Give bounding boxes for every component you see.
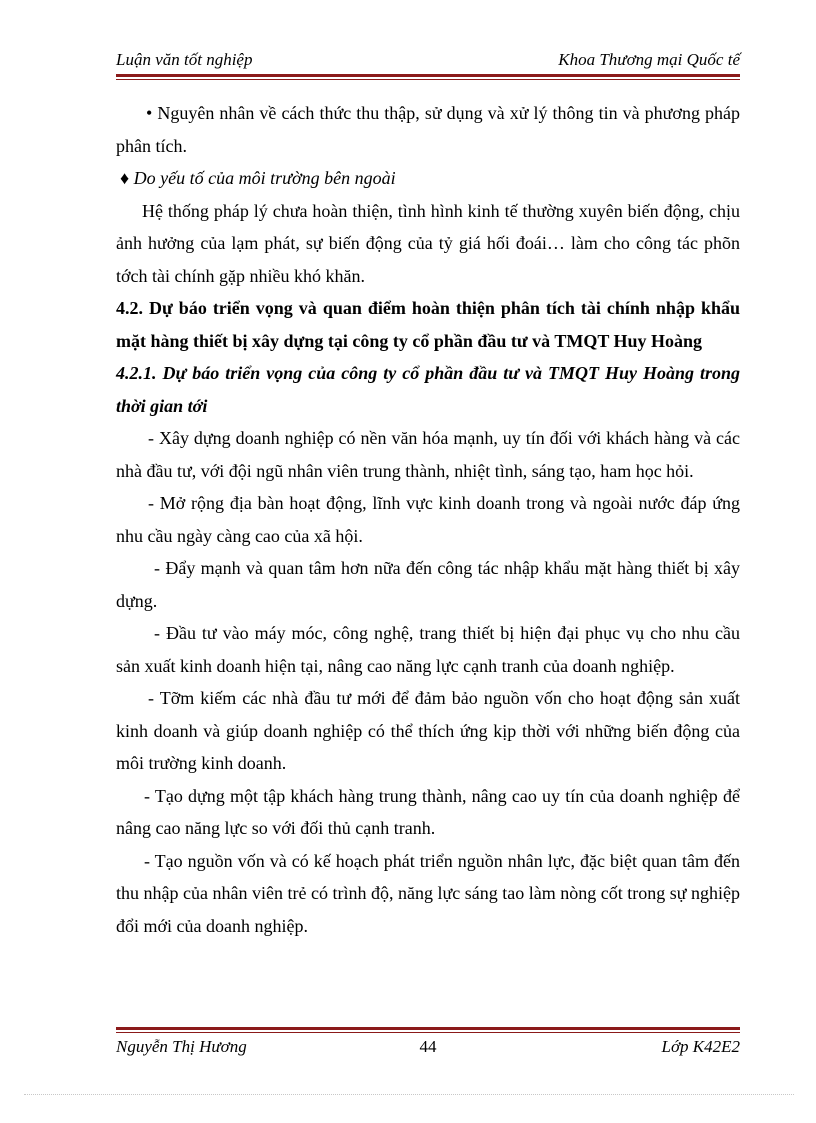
header-thesis-label: Luận văn tốt nghiệp (116, 50, 253, 69)
footer-author: Nguyễn Thị Hương (116, 1037, 247, 1056)
page-header (116, 50, 740, 72)
page-footer (116, 1036, 740, 1058)
footer-rule-thin (116, 1032, 740, 1033)
header-rule-thick (116, 74, 740, 77)
footer-class: Lớp K42E2 (661, 1037, 740, 1056)
page-bottom-dotted-line (24, 1094, 794, 1095)
bullet-loyal-customers: - Tạo dựng một tập khách hàng trung thành, nâng cao uy tín của doanh nghiệp để nâng cao năng lực so với đối thủ cạnh tranh. (116, 785, 740, 838)
bullet-human-resources: - Tạo nguồn vốn và có kế hoạch phát triển nguồn nhân lực, đặc biệt quan tâm đến thu nhập của nhân viên trẻ có trình độ, năng lực sáng tao làm nòng cốt trong sự nghiệp đổi mới của doanh nghiệp. (116, 850, 740, 936)
bullet-find-investors: - Tỡm kiếm các nhà đầu tư mới để đảm bảo nguồn vốn cho hoạt động sản xuất kinh doanh và giúp doanh nghiệp có thể thích ứng kịp thời với những biến động của môi trường kinh doanh. (116, 688, 740, 773)
bullet-expand: - Mở rộng địa bàn hoạt động, lĩnh vực kinh doanh trong và ngoài nước đáp ứng nhu cầu ngày càng cao của xã hội. (116, 493, 740, 546)
paragraph-legal-system: Hệ thống pháp lý chưa hoàn thiện, tình hình kinh tế thường xuyên biến động, chịu ảnh hưởng của lạm phát, sự biến động của tỷ giá hối đoái… làm cho công tác phõn tớch tài chính gặp nhiều khó khăn. (116, 200, 740, 286)
page-number: 44 (419, 1037, 437, 1056)
page-body (116, 97, 740, 942)
header-rule-thin (116, 79, 740, 80)
section-heading-4-2: 4.2. Dự báo triển vọng và quan điểm hoàn thiện phân tích tài chính nhập khẩu mặt hàng thiết bị xây dựng tại công ty cổ phần đầu tư và TMQT Huy Hoàng (116, 298, 740, 351)
header-faculty-label: Khoa Thương mại Quốc tế (558, 50, 740, 69)
footer-rule-thick (116, 1027, 740, 1030)
bullet-invest-technology: - Đầu tư vào máy móc, công nghệ, trang thiết bị hiện đại phục vụ cho nhu cầu sản xuất kinh doanh hiện tại, nâng cao năng lực cạnh tranh của doanh nghiệp. (116, 623, 740, 676)
bullet-culture: - Xây dựng doanh nghiệp có nền văn hóa mạnh, uy tín đối với khách hàng và các nhà đầu tư, với đội ngũ nhân viên trung thành, nhiệt tình, sáng tạo, ham học hỏi. (116, 428, 740, 481)
bullet-import: - Đẩy mạnh và quan tâm hơn nữa đến công tác nhập khẩu mặt hàng thiết bị xây dựng. (116, 558, 740, 611)
paragraph-cause-information: • Nguyên nhân về cách thức thu thập, sử dụng và xử lý thông tin và phương pháp phân tích. (116, 103, 740, 156)
subheading-external-factors: ♦ Do yếu tố của môi trường bên ngoài (120, 168, 396, 188)
section-heading-4-2-1: 4.2.1. Dự báo triển vọng của công ty cổ phần đầu tư và TMQT Huy Hoàng trong thời gian tới (116, 363, 740, 416)
